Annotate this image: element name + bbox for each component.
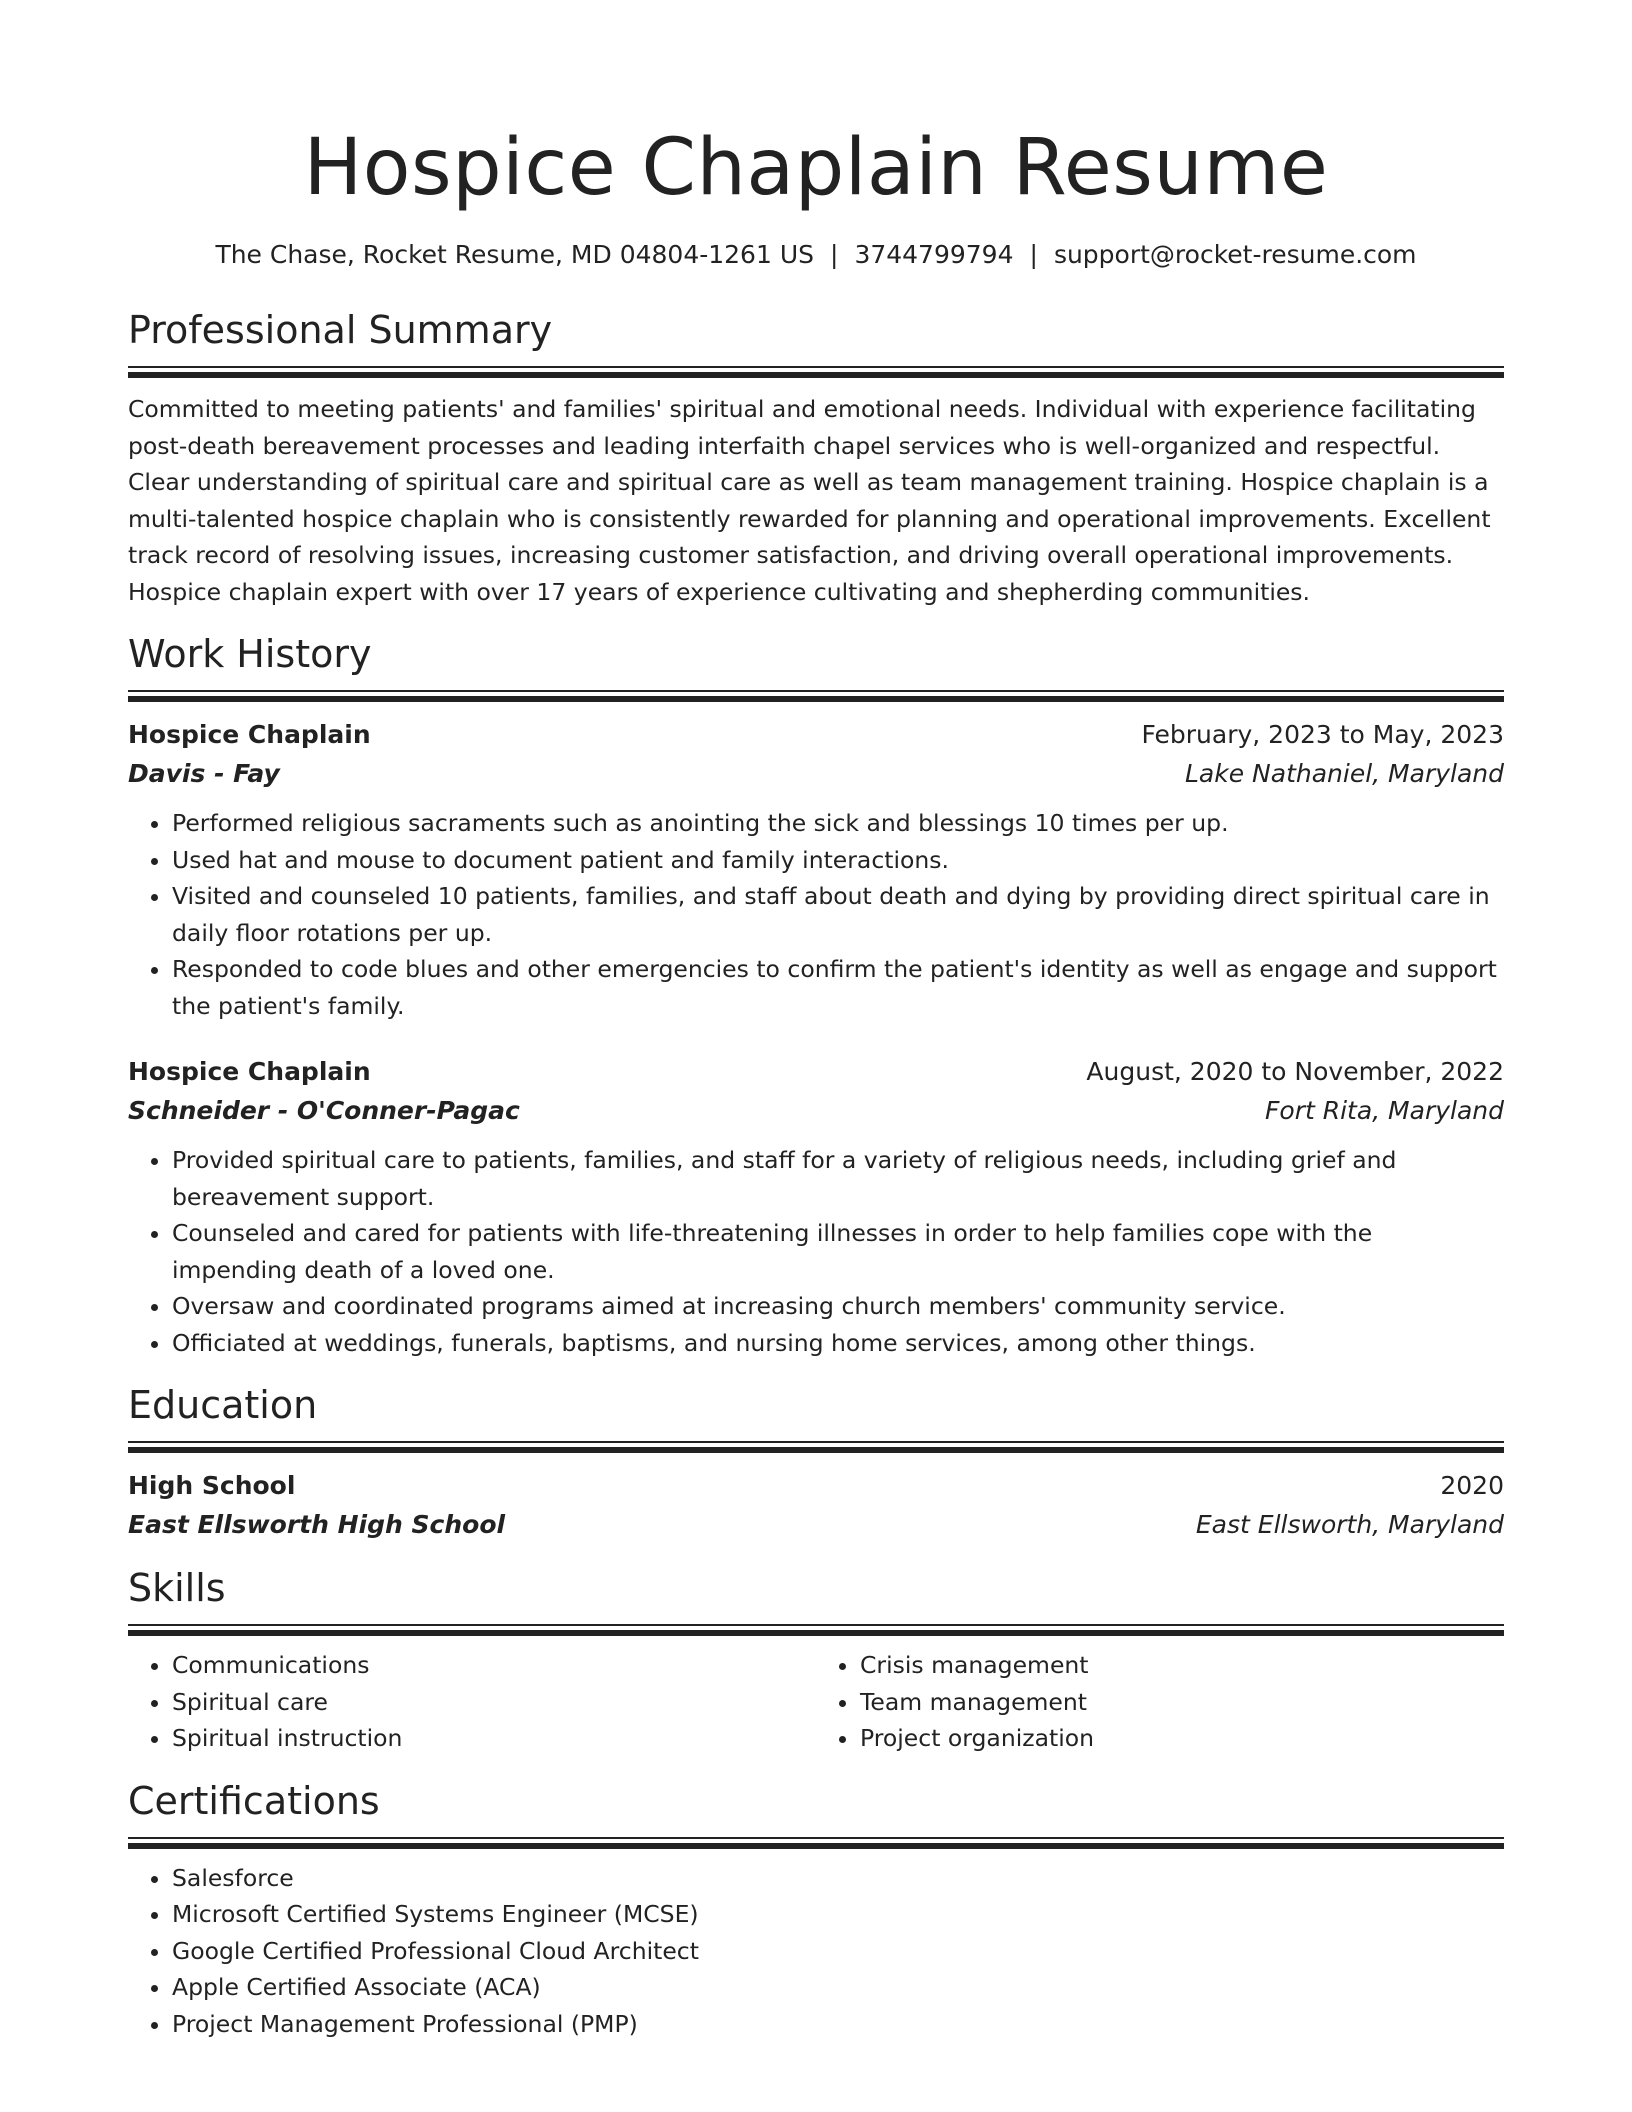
section-heading-education: Education bbox=[128, 1383, 318, 1427]
job-location: Fort Rita, Maryland bbox=[1265, 1096, 1504, 1125]
contact-email: support@rocket-resume.com bbox=[1053, 240, 1417, 269]
certification-item: • Apple Certified Associate (ACA) bbox=[172, 1969, 1504, 2006]
skill-item: • Crisis management bbox=[860, 1647, 1504, 1684]
skill-item: • Project organization bbox=[860, 1720, 1504, 1757]
section-heading-work-history: Work History bbox=[128, 632, 372, 676]
contact-phone: 3744799794 bbox=[854, 240, 1014, 269]
section-heading-certifications: Certifications bbox=[128, 1778, 380, 1823]
section-heading-skills: Skills bbox=[128, 1566, 226, 1610]
education-location: East Ellsworth, Maryland bbox=[1195, 1510, 1504, 1539]
contact-separator: | bbox=[830, 240, 839, 269]
job-bullet: • Performed religious sacraments such as anointing the sick and blessings 10 times per up. bbox=[172, 805, 1504, 842]
summary-section bbox=[128, 306, 1504, 610]
section-heading-summary: Professional Summary bbox=[128, 308, 553, 352]
skills-section bbox=[128, 1564, 1504, 1757]
skill-item: • Communications bbox=[172, 1647, 816, 1684]
education-school: East Ellsworth High School bbox=[128, 1510, 506, 1539]
skill-item: • Spiritual care bbox=[172, 1684, 816, 1721]
education-degree: High School bbox=[128, 1471, 296, 1500]
section-divider bbox=[128, 1837, 1504, 1848]
job-bullet: • Used hat and mouse to document patient and family interactions. bbox=[172, 842, 1504, 879]
job-location: Lake Nathaniel, Maryland bbox=[1185, 759, 1504, 788]
education-section bbox=[128, 1381, 1504, 1544]
job-bullet: • Oversaw and coordinated programs aimed at increasing church members' community service. bbox=[172, 1288, 1504, 1325]
work-history-section bbox=[128, 630, 1504, 1361]
skill-item: • Spiritual instruction bbox=[172, 1720, 816, 1757]
skills-list-right bbox=[816, 1647, 1504, 1757]
resume-title: Hospice Chaplain Resume bbox=[303, 123, 1329, 213]
contact-separator: | bbox=[1029, 240, 1038, 269]
job-entry bbox=[128, 715, 1504, 1024]
certification-item: • Google Certified Professional Cloud Architect bbox=[172, 1933, 1504, 1970]
job-title: Hospice Chaplain bbox=[128, 720, 371, 749]
section-divider bbox=[128, 690, 1504, 701]
certification-item: • Salesforce bbox=[172, 1860, 1504, 1897]
job-dates: August, 2020 to November, 2022 bbox=[1086, 1057, 1504, 1086]
certification-item: • Project Management Professional (PMP) bbox=[172, 2006, 1504, 2043]
certifications-list bbox=[128, 1860, 1504, 2043]
section-divider bbox=[128, 366, 1504, 377]
section-divider bbox=[128, 1624, 1504, 1635]
job-bullet: • Provided spiritual care to patients, families, and staff for a variety of religious needs, including grief and bereavement support. bbox=[172, 1142, 1504, 1215]
job-bullet: • Visited and counseled 10 patients, families, and staff about death and dying by providing direct spiritual care in daily floor rotations per up. bbox=[172, 878, 1504, 951]
skill-item: • Team management bbox=[860, 1684, 1504, 1721]
section-divider bbox=[128, 1441, 1504, 1452]
contact-line bbox=[128, 238, 1504, 272]
contact-address: The Chase, Rocket Resume, MD 04804-1261 US bbox=[215, 240, 814, 269]
skills-list-left bbox=[128, 1647, 816, 1757]
summary-text: Committed to meeting patients' and families' spiritual and emotional needs. Individual with experience facilitating post-death bereavement processes and leading interfaith chapel services who is well-organized and respectful. Clear understanding of spiritual care and spiritual care as well as team management training. Hospice chaplain is a multi-talented hospice chaplain who is consistently rewarded for planning and operational improvements. Excellent track record of resolving issues, increasing customer satisfaction, and driving overall operational improvements. Hospice chaplain expert with over 17 years of experience cultivating and shepherding communities. bbox=[128, 395, 1491, 606]
job-bullets bbox=[128, 805, 1504, 1024]
skills-columns bbox=[128, 1635, 1504, 1757]
job-company: Schneider - O'Conner-Pagac bbox=[128, 1096, 520, 1125]
education-year: 2020 bbox=[1440, 1471, 1504, 1500]
job-bullets bbox=[128, 1142, 1504, 1361]
job-title: Hospice Chaplain bbox=[128, 1057, 371, 1086]
certification-item: • Microsoft Certified Systems Engineer (MCSE) bbox=[172, 1896, 1504, 1933]
job-entry bbox=[128, 1052, 1504, 1361]
job-bullet: • Counseled and cared for patients with life-threatening illnesses in order to help families cope with the impending death of a loved one. bbox=[172, 1215, 1504, 1288]
job-dates: February, 2023 to May, 2023 bbox=[1141, 720, 1504, 749]
job-bullet: • Officiated at weddings, funerals, baptisms, and nursing home services, among other things. bbox=[172, 1325, 1504, 1362]
certifications-section bbox=[128, 1777, 1504, 2043]
job-bullet: • Responded to code blues and other emergencies to confirm the patient's identity as well as engage and support the patient's family. bbox=[172, 951, 1504, 1024]
job-company: Davis - Fay bbox=[128, 759, 280, 788]
